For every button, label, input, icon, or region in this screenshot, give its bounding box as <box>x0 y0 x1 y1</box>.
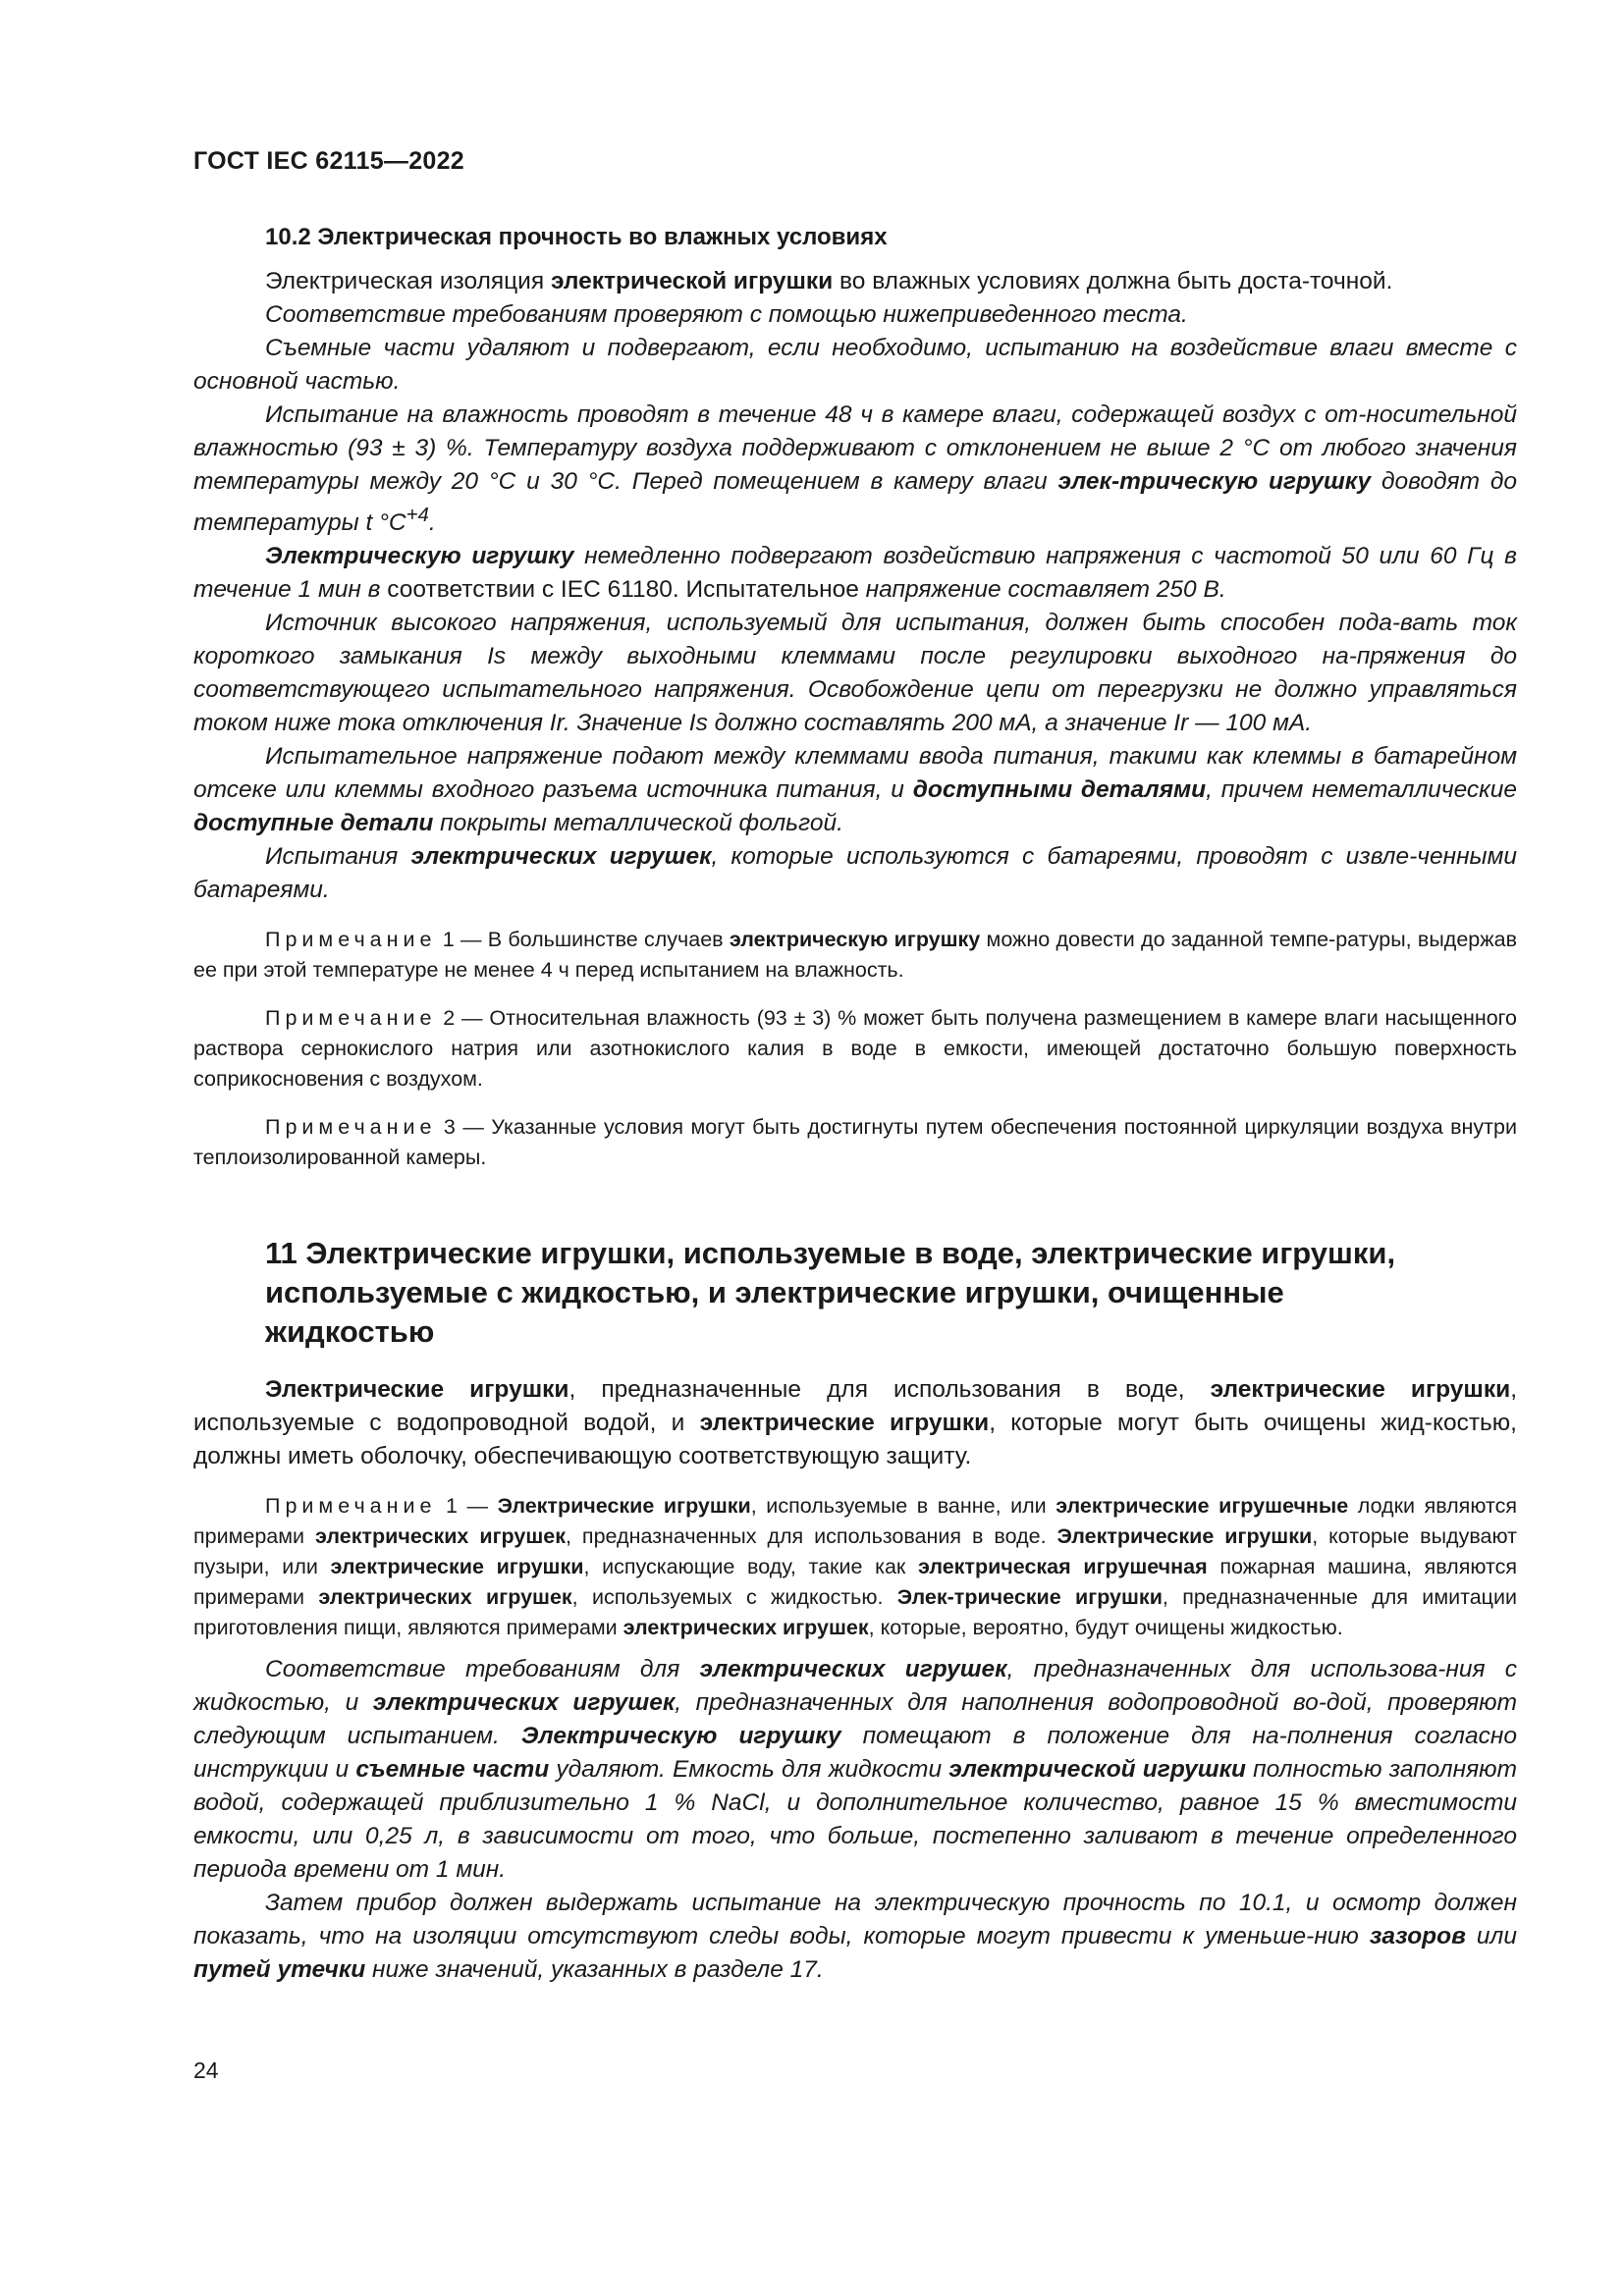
defined-term: электрические игрушки <box>699 1410 990 1437</box>
defined-term: Электрические игрушки <box>497 1494 751 1519</box>
defined-term: Электрические игрушки <box>265 1376 569 1404</box>
note-label: Примечание <box>265 928 437 952</box>
s10-note-2 <box>193 1003 1517 1095</box>
text-run: , причем неметаллические <box>1206 776 1517 804</box>
note-label: Примечание <box>265 1006 437 1031</box>
defined-term: электрических игрушек <box>410 843 712 871</box>
text-run: Соответствие требованиям для <box>265 1656 700 1683</box>
section-11-heading <box>265 1234 1517 1352</box>
section-11-heading-line-3: жидкостью <box>265 1314 435 1350</box>
text-run: лодки являются примерами <box>193 1494 1517 1549</box>
defined-term: Элек-трические игрушки <box>896 1585 1163 1610</box>
defined-term: зазоров <box>1369 1923 1466 1950</box>
defined-term: Электрическую игрушку <box>265 543 574 570</box>
defined-term: электрической игрушки <box>948 1756 1246 1784</box>
s10-note-1 <box>193 925 1517 986</box>
text-run: , которые могут быть очищены жид-костью, должны иметь оболочку, обеспечивающую соответствующую защиту. <box>193 1410 1517 1470</box>
text-run: Затем прибор должен выдержать испытание на электрическую прочность по 10.1, и осмотр должен показать, что на изоляции отсутствуют следы воды, которые могут привести к уменьше-нию <box>193 1890 1517 1950</box>
text-run: , которые, вероятно, будут очищены жидкостью. <box>868 1616 1343 1640</box>
text-run: Источник высокого напряжения, используемый для испытания, должен быть способен пода-вать ток короткого замыкания Is между выходными клеммами после регулировки выходного на-пряжения до соответствующего испытательного напряжения. Освобождение цепи от перегрузки не должно управляться током ниже тока отключения Ir. Значение Is должно составлять 200 мА, а значение Ir — 100 мА. <box>193 610 1517 737</box>
defined-term: электрические игрушечные <box>1056 1494 1349 1519</box>
text-run: . <box>428 509 436 537</box>
text-run: , которые выдувают пузыри, или <box>193 1524 1517 1579</box>
defined-term: электрическую игрушку <box>729 928 981 952</box>
note-label: Примечание <box>265 1115 437 1140</box>
text-run: , которые используются с батареями, проводят с извле-ченными батареями. <box>193 843 1517 904</box>
defined-term: элек-трическую игрушку <box>1057 468 1372 495</box>
text-run: , предназначенные для имитации приготовления пищи, являются примерами <box>193 1585 1518 1640</box>
text-run: полностью заполняют водой, содержащей приблизительно 1 % NaCl, и дополнительное количество, равное 15 % вместимости емкости, или 0,25 л, в зависимости от того, что больше, постепенно заливают в течение определенного периода времени от 1 мин. <box>193 1756 1517 1884</box>
defined-term: Электрическую игрушку <box>520 1723 841 1750</box>
document-body <box>193 224 1517 1987</box>
text-run: Соответствие требованиям проверяют с помощью нижеприведенного теста. <box>265 301 1188 328</box>
defined-term: электрические игрушки <box>330 1555 584 1579</box>
defined-term: электрических игрушек <box>623 1616 869 1640</box>
defined-term: Электрические игрушки <box>1056 1524 1313 1549</box>
defined-term: электрической игрушки <box>550 268 834 294</box>
s10-para-4 <box>193 399 1517 540</box>
s10-para-8 <box>193 840 1517 907</box>
s10-para-2 <box>193 298 1517 332</box>
defined-term: съемные части <box>355 1756 550 1784</box>
text-run: , предназначенных для использова-ния с жидкостью, и <box>193 1656 1518 1717</box>
text-run: , используемые с водопроводной водой, и <box>193 1376 1517 1437</box>
defined-term: электрическая игрушечная <box>918 1555 1208 1579</box>
text-run: Испытание на влажность проводят в течение 48 ч в камере влаги, содержащей воздух с от-носительной влажностью (93 ± 3) %. Температуру воздуха поддерживают с отклонением не выше 2 °С от любого значения температуры между 20 °С и 30 °С. Перед помещением в камеру влаги <box>193 401 1517 495</box>
s10-para-1 <box>193 265 1517 298</box>
text-run: Испытательное напряжение подают между клеммами ввода питания, такими как клеммы в батарейном отсеке или клеммы входного разъема источника питания, и <box>193 743 1517 804</box>
s11-para-1 <box>193 1373 1517 1473</box>
defined-term: электрических игрушек <box>318 1585 572 1610</box>
text-run: удаляют. Емкость для жидкости <box>549 1756 949 1784</box>
text-run: помещают в положение для на-полнения согласно инструкции и <box>193 1723 1517 1784</box>
text-run: напряжение составляет 250 В. <box>858 576 1226 604</box>
text-run: Электрическая изоляция <box>265 268 551 294</box>
text-run: , используемые в ванне, или <box>750 1494 1056 1519</box>
s10-para-5 <box>193 540 1517 607</box>
defined-term: электрических игрушек <box>315 1524 566 1549</box>
defined-term: доступные детали <box>193 810 434 837</box>
text-run: пожарная машина, являются примерами <box>193 1555 1517 1610</box>
text-run: покрыты металлической фольгой. <box>433 810 843 837</box>
text-run: ниже значений, указанных в разделе 17. <box>365 1956 824 1984</box>
s10-para-6 <box>193 607 1517 740</box>
defined-term: электрические игрушки <box>1210 1376 1511 1404</box>
defined-term: путей утечки <box>193 1956 366 1984</box>
s10-note-3 <box>193 1112 1517 1173</box>
s10-para-3 <box>193 332 1517 399</box>
text-run: соответствии с IEC 61180. Испытательное <box>387 576 859 604</box>
text-run: , используемых с жидкостью. <box>571 1585 897 1610</box>
text-run: , предназначенных для наполнения водопроводной во-дой, проверяют следующим испытанием. <box>193 1689 1517 1750</box>
s11-note-1 <box>193 1491 1517 1643</box>
text-run: или <box>1465 1923 1517 1950</box>
text-run: немедленно подвергают воздействию напряжения с частотой 50 или 60 Гц в течение 1 мин в <box>193 543 1517 604</box>
defined-term: электрических игрушек <box>699 1656 1007 1683</box>
defined-term: электрических игрушек <box>372 1689 676 1717</box>
document-header: ГОСТ IEC 62115—2022 <box>193 147 465 175</box>
text-run: доводят до температуры t °C <box>193 468 1517 537</box>
page-number: 24 <box>193 2057 219 2083</box>
s11-para-3 <box>193 1887 1517 1987</box>
text-run: Испытания <box>265 843 411 871</box>
text-run: , испускающие воду, такие как <box>583 1555 918 1579</box>
s10-para-7 <box>193 740 1517 840</box>
text-run: , предназначенные для использования в воде, <box>568 1376 1211 1404</box>
section-10-2-heading: 10.2 Электрическая прочность во влажных условиях <box>265 224 888 250</box>
spacer <box>193 1643 1517 1653</box>
text-run: можно довести до заданной темпе-ратуры, выдержав ее при этой температуре не менее 4 ч перед испытанием на влажность. <box>193 928 1517 983</box>
text-run: во влажных условиях должна быть доста-точной. <box>833 268 1393 294</box>
defined-term: доступными деталями <box>912 776 1207 804</box>
text-run: 1 — В большинстве случаев <box>436 928 730 952</box>
text-run: 2 — Относительная влажность (93 ± 3) % может быть получена размещением в камере влаги насыщенного раствора сернокислого натрия или азотнокислого калия в воде в емкости, имеющей достаточно большую поверхность соприкосновения с воздухом. <box>193 1006 1517 1092</box>
text-run: , предназначенных для использования в воде. <box>565 1524 1057 1549</box>
text-run: +4 <box>406 505 429 526</box>
s11-para-2 <box>193 1653 1517 1887</box>
section-11-heading-line-2: используемые с жидкостью, и электрические игрушки, очищенные <box>265 1275 1284 1310</box>
section-11-heading-line-1: 11 Электрические игрушки, используемые в воде, электрические игрушки, <box>265 1236 1396 1271</box>
note-label: Примечание <box>265 1494 437 1519</box>
text-run: 3 — Указанные условия могут быть достигнуты путем обеспечения постоянной циркуляции воздуха внутри теплоизолированной камеры. <box>193 1115 1517 1170</box>
text-run: 1 — <box>436 1494 498 1519</box>
text-run: Съемные части удаляют и подвергают, если необходимо, испытанию на воздействие влаги вместе с основной частью. <box>193 335 1517 395</box>
